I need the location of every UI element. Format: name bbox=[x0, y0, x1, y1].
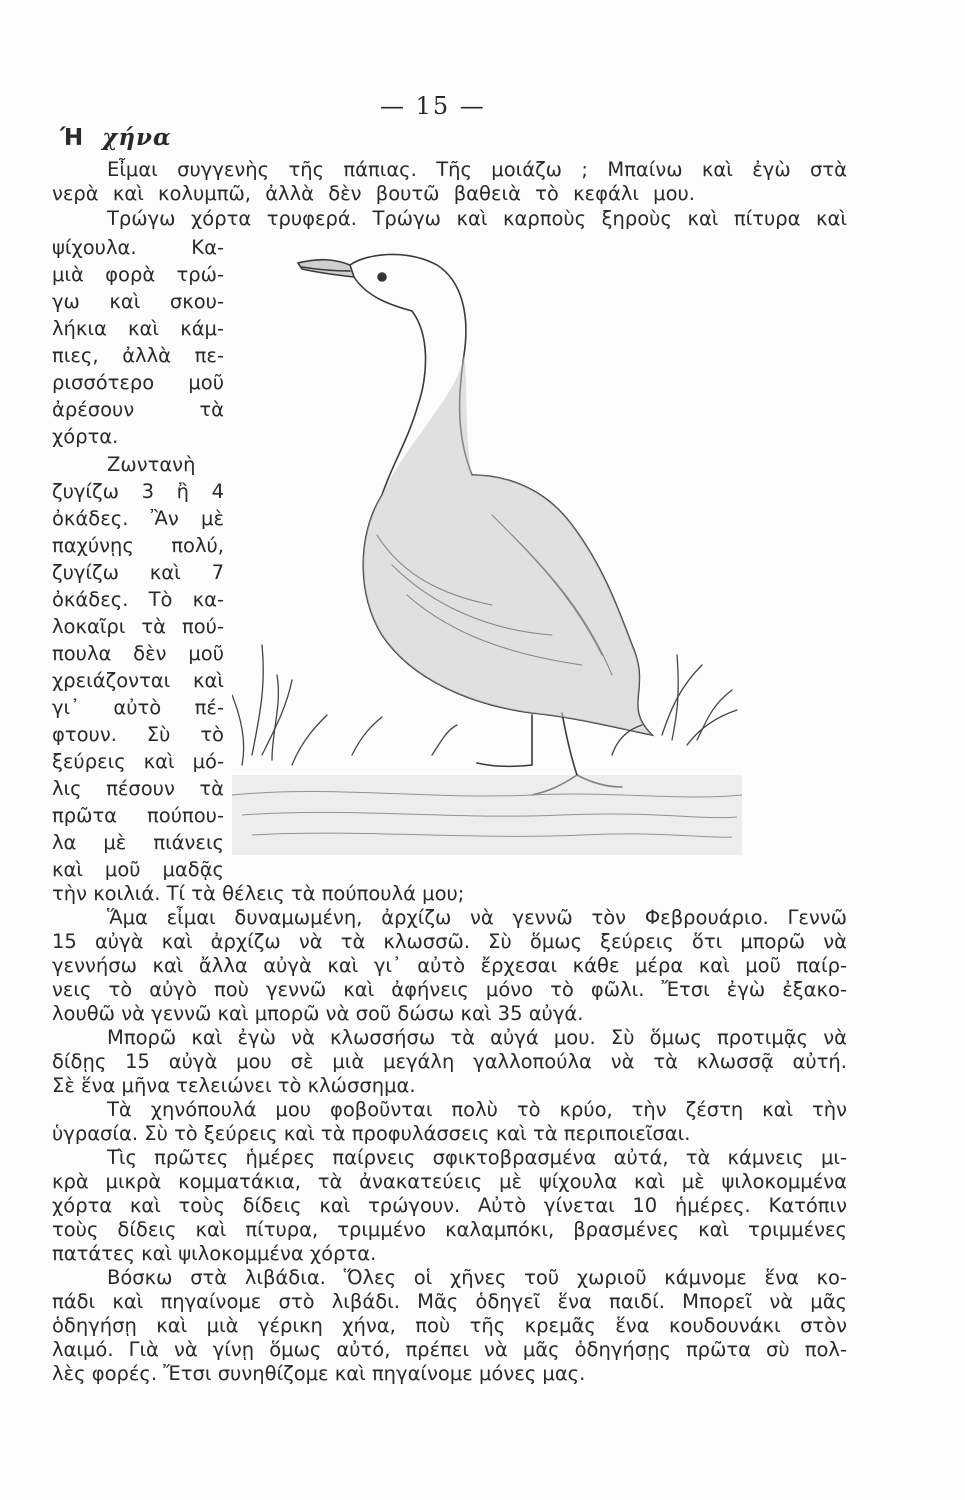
text-line: ὁδηγήσῃ καὶ μιὰ γέρικη χήνα, ποὺ τῆς κρεμᾶς ἕνα κουδουνάκι στὸν bbox=[52, 1314, 847, 1337]
text-line: πατάτες καὶ ψιλοκομμένα χόρτα. bbox=[52, 1242, 377, 1265]
text-line: νερὰ καὶ κολυμπῶ, ἀλλὰ δὲν βουτῶ βαθειὰ τὸ κεφάλι μου. bbox=[52, 182, 695, 205]
text-line: πουλα δὲν μοῦ bbox=[52, 642, 224, 665]
page-title bbox=[60, 124, 172, 151]
text-line: Ζωντανὴ bbox=[107, 453, 196, 476]
text-line: λουθῶ νὰ γεννῶ καὶ μπορῶ νὰ σοῦ δώσω καὶ 35 αὐγά. bbox=[52, 1002, 584, 1025]
text-line: γω καὶ σκου- bbox=[52, 290, 224, 313]
text-line: λὲς φορές. Ἔτσι συνηθίζομε καὶ πηγαίνομε μόνες μας. bbox=[52, 1362, 586, 1385]
text-line: πιες, ἀλλὰ πε- bbox=[52, 344, 224, 367]
text-line: ὀκάδες. Τὸ κα- bbox=[52, 588, 224, 611]
text-line: Μπορῶ καὶ ἐγὼ νὰ κλωσσήσω τὰ αὐγά μου. Σὺ ὅμως προτιμᾷς νὰ bbox=[107, 1026, 847, 1049]
text-line: ὀκάδες. Ἂν μὲ bbox=[52, 507, 224, 530]
title-word: χήνα bbox=[102, 124, 172, 151]
text-line: λήκια καὶ κάμ- bbox=[52, 317, 224, 340]
text-line: χόρτα. bbox=[52, 425, 119, 448]
text-line: λις πέσουν τὰ bbox=[52, 777, 224, 800]
text-line: ζυγίζω καὶ 7 bbox=[52, 561, 224, 584]
title-mark: Ή bbox=[60, 125, 85, 151]
text-line: πρῶτα πούπου- bbox=[52, 804, 224, 827]
text-line: Ἅμα εἶμαι δυναμωμένη, ἀρχίζω νὰ γεννῶ τὸν Φεβρουάριο. Γεννῶ bbox=[107, 906, 847, 929]
text-line: κρὰ μικρὰ κομματάκια, τὰ ἀνακατεύεις μὲ ψίχουλα καὶ μὲ ψιλοκομμένα bbox=[52, 1170, 847, 1193]
text-line: μιὰ φορὰ τρώ- bbox=[52, 263, 224, 286]
text-line: Σὲ ἕνα μῆνα τελειώνει τὸ κλώσσημα. bbox=[52, 1074, 416, 1097]
text-line: γεννήσω καὶ ἄλλα αὐγὰ καὶ γι᾽ αὐτὸ ἔρχεσαι κάθε μέρα καὶ μοῦ παίρ- bbox=[52, 954, 847, 977]
text-line: λαιμό. Γιὰ νὰ γίνῃ ὅμως αὐτό, πρέπει νὰ μᾶς ὁδηγήσῃς πρῶτα σὺ πολ- bbox=[52, 1338, 847, 1361]
text-line: πάδι καὶ πηγαίνομε στὸ λιβάδι. Μᾶς ὁδηγεῖ ἕνα παιδί. Μπορεῖ νὰ μᾶς bbox=[52, 1290, 847, 1313]
text-line: ὑγρασία. Σὺ τὸ ξεύρεις καὶ τὰ προφυλάσσεις καὶ τὰ περιποιεῖσαι. bbox=[52, 1122, 691, 1145]
text-line: ξεύρεις καὶ μό- bbox=[52, 750, 224, 773]
text-line: ζυγίζω 3 ἢ 4 bbox=[52, 480, 224, 503]
text-line: παχύνῃς πολύ, bbox=[52, 534, 224, 557]
text-line: φτουν. Σὺ τὸ bbox=[52, 723, 224, 746]
text-line: ρισσότερο μοῦ bbox=[52, 371, 224, 394]
text-line: λοκαῖρι τὰ πού- bbox=[52, 615, 224, 638]
text-line: Βόσκω στὰ λιβάδια. Ὅλες οἱ χῆνες τοῦ χωριοῦ κάμνομε ἕνα κο- bbox=[107, 1266, 847, 1289]
text-line: νεις τὸ αὐγὸ ποὺ γεννῶ καὶ ἀφήνεις μόνο τὸ φῶλι. Ἔτσι ἐγὼ ἐξακο- bbox=[52, 978, 847, 1001]
text-line: Τὰ χηνόπουλά μου φοβοῦνται πολὺ τὸ κρύο, τὴν ζέστη καὶ τὴν bbox=[107, 1098, 847, 1121]
text-line: Τρώγω χόρτα τρυφερά. Τρώγω καὶ καρποὺς ξηροὺς καὶ πίτυρα καὶ bbox=[107, 207, 847, 230]
text-line: ψίχουλα. Κα- bbox=[52, 236, 224, 259]
text-line: ἀρέσουν τὰ bbox=[52, 398, 224, 421]
text-line: καὶ μοῦ μαδᾷς bbox=[52, 858, 224, 881]
text-line: λα μὲ πιάνεις bbox=[52, 831, 224, 854]
text-line: τοὺς δίδεις καὶ πίτυρα, τριμμένο καλαμπόκι, βρασμένες καὶ τριμμένες bbox=[52, 1218, 847, 1241]
text-line: Εἶμαι συγγενὴς τῆς πάπιας. Τῆς μοιάζω ; Μπαίνω καὶ ἐγὼ στὰ bbox=[107, 158, 847, 181]
text-line: 15 αὐγὰ καὶ ἀρχίζω νὰ τὰ κλωσσῶ. Σὺ ὅμως ξεύρεις ὅτι μπορῶ νὰ bbox=[52, 930, 847, 953]
text-line: τὴν κοιλιά. Τί τὰ θέλεις τὰ πούπουλά μου; bbox=[52, 882, 465, 905]
text-line: δίδῃς 15 αὐγὰ μου σὲ μιὰ μεγάλη γαλλοπούλα νὰ τὰ κλωσσᾷ αὐτή. bbox=[52, 1050, 847, 1073]
text-line: χόρτα καὶ τοὺς δίδεις καὶ τρώγουν. Αὐτὸ γίνεται 10 ἡμέρες. Κατόπιν bbox=[52, 1194, 847, 1217]
page-number: — 15 — bbox=[380, 92, 486, 120]
text-line: Τὶς πρῶτες ἡμέρες παίρνεις σφικτοβρασμένα αὐτά, τὰ κάμνεις μι- bbox=[107, 1146, 847, 1169]
goose-illustration bbox=[232, 235, 742, 855]
text-line: γι᾽ αὐτὸ πέ- bbox=[52, 696, 224, 719]
text-line: χρειάζονται καὶ bbox=[52, 669, 224, 692]
